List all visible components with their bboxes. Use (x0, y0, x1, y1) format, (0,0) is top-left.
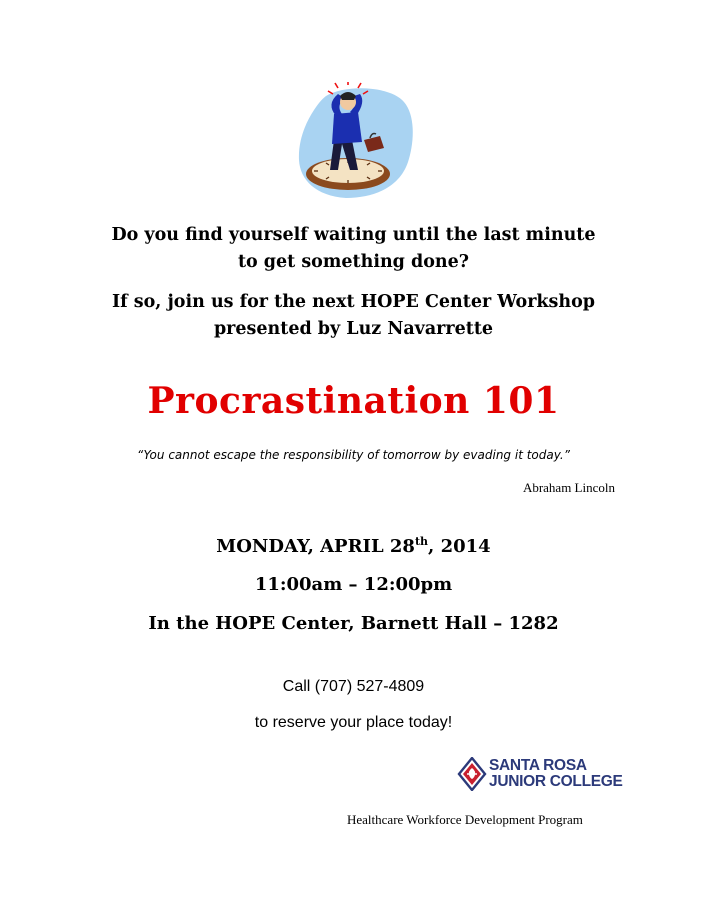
event-date-ordinal: th (414, 535, 429, 548)
event-location: In the HOPE Center, Barnett Hall – 1282 (148, 613, 559, 634)
workshop-title: Procrastination 101 (147, 380, 560, 422)
program-name: Healthcare Workforce Development Program (347, 812, 583, 827)
event-time: 11:00am – 12:00pm (254, 574, 453, 595)
college-seal-icon (457, 757, 487, 791)
event-date (0, 536, 707, 557)
quote-text: “You cannot escape the responsibility of tomorrow by evading it today.” (137, 448, 570, 462)
invite-text (0, 289, 707, 343)
event-date-main: MONDAY, APRIL 28 (216, 536, 415, 557)
question-line-1: Do you find yourself waiting until the last minute (111, 225, 596, 245)
question-line-2: to get something done? (237, 252, 470, 272)
question-text (0, 222, 707, 276)
invite-line-2: presented by Luz Navarrette (213, 319, 494, 339)
college-logo-line-1: SANTA ROSA (489, 757, 587, 774)
call-number: Call (707) 527-4809 (282, 678, 425, 695)
call-to-action: to reserve your place today! (254, 714, 453, 731)
procrastination-clipart (296, 82, 418, 200)
college-logo-text (489, 758, 623, 790)
invite-line-1: If so, join us for the next HOPE Center Workshop (111, 292, 596, 312)
quote-author: Abraham Lincoln (522, 480, 615, 495)
college-logo-line-2: JUNIOR COLLEGE (489, 773, 623, 790)
event-date-year: , 2014 (428, 536, 491, 557)
